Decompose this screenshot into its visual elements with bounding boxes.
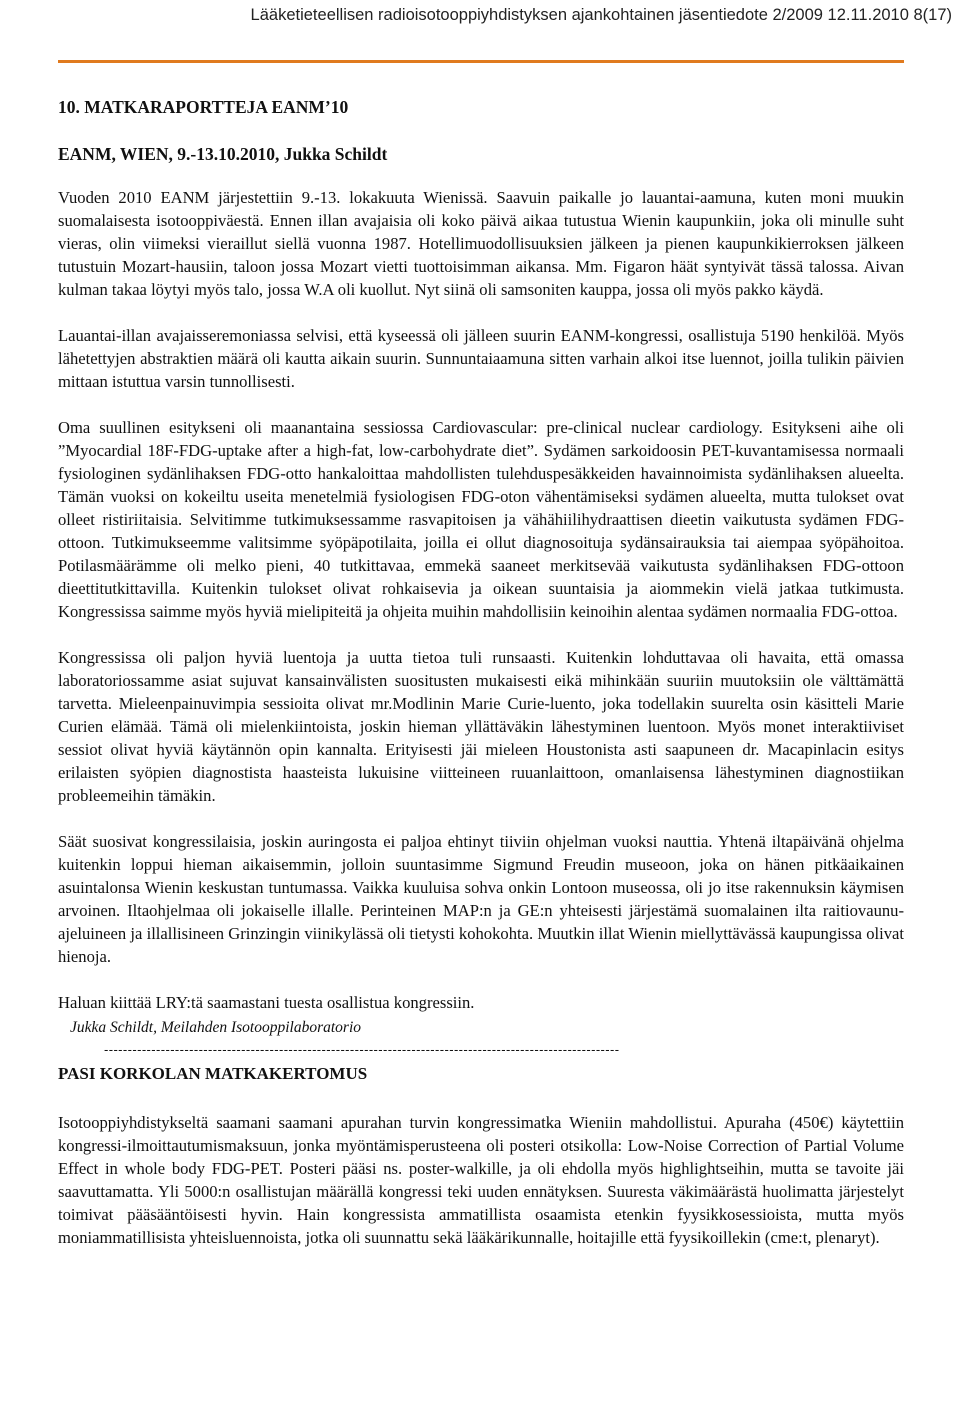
paragraph: Oma suullinen esitykseni oli maanantaina sessiossa Cardiovascular: pre-clinical nuclear cardiology. Esitykseni aihe oli ”Myocardial 18F-FDG-uptake after a high-fat, low-carbohydrate diet”. Sydämen sarkoidoosin PET-kuvantamisessa normaali fysiologinen sydänlihaksen FDG-otto hankaloittaa mahdollisten tulehduspesäkkeiden havainnoimista sydänlihaksen alueelta. Tämän vuoksi on kokeiltu useita menetelmiä fysiologisen FDG-oton vähentämiseksi sydämen alueelta, mutta tulokset ovat olleet ristiriitaisia. Selvitimme tutkimuksessamme rasvapitoisen ja vähähiilihydraattisen dieetin vaikutusta sydämen FDG-ottoon. Tutkimukseemme valitsimme syöpäpotilaita, joilla ei ollut diagnosoituja sydänsairauksia tai aiempaa syöpähoitoa. Potilasmäärämme oli melko pieni, 40 tutkittavaa, emmekä saaneet merkitsevää vaikutusta sydänlihaksen FDG-ottoon dieettitutkittavilla. Kuitenkin tulokset olivat rohkaisevia ja oikean suuntaisia ja aiommekin vielä jatkaa tutkimusta. Kongressissa saimme myös hyviä mielipiteitä ja ohjeita muihin mahdollisiin keinoihin alentaa sydämen normaalia FDG-ottoa.	[58, 418, 904, 621]
paragraph: Kongressissa oli paljon hyviä luentoja ja uutta tietoa tuli runsaasti. Kuitenkin lohduttavaa oli havaita, että omassa laboratoriossamme asiat sujuvat kansainvälisten suositusten mukaisesti eikä mihinkään suuriin muutoksiin ole välttämättä tarvetta. Mieleenpainuvimpia sessioita olivat mr.Modlinin Marie Curie-luento, joka todellakin suurelta osin käsitteli Marie Curien elämää. Tämä oli mielenkiintoista, joskin hieman yllättäväkin lähestyminen luentoon. Myös monet interaktiiviset sessiot olivat hyviä käytännön opin kannalta. Erityisesti jäi mieleen Houstonista asti saapuneen dr. Macapinlacin esitys erilaisten syöpien diagnostista haasteista lukuisine viitteineen ruuanlaittoon, omanlaisensa lähestyminen diagnostiikan probleemeihin tämäkin.	[58, 648, 904, 805]
dashed-divider: -------------------------------------------------------------------------------------------------------------	[104, 1042, 620, 1057]
document-body	[58, 96, 904, 1249]
article-heading: PASI KORKOLAN MATKAKERTOMUS	[58, 1064, 368, 1083]
article-subtitle: EANM, WIEN, 9.-13.10.2010, Jukka Schildt	[58, 144, 388, 164]
paragraph: Säät suosivat kongressilaisia, joskin auringosta ei paljoa ehtinyt tiiviin ohjelman vuoksi nauttia. Yhtenä iltapäivänä ohjelma kuitenkin loppui hieman aikaisemmin, jolloin suuntasimme Sigmund Freudin museoon, joka on hänen pitkäaikainen asuintalonsa Wienin keskustan tuntumassa. Vaikka kuuluisa sohva onkin Lontoon museossa, oli jo itse rakennuksin käymisen arvoinen. Iltaohjelmaa oli jokaiselle illalle. Perinteinen MAP:n ja GE:n yhteisesti järjestämä suomalainen ilta raitiovaunu-ajeluineen ja illallisineen Grinzingin viinikylässä oli tietysti kohokohta. Muutkin illat Wienin miellyttävässä kaupungissa olivat hienoja.	[58, 832, 904, 966]
paragraph: Isotooppiyhdistykseltä saamani saamani apurahan turvin kongressimatka Wieniin mahdollistui. Apuraha (450€) käytettiin kongressi-ilmoittautumismaksuun, jonka myöntämisperusteena oli posteri otsikolla: Low-Noise Correction of Partial Volume Effect in whole body FDG-PET. Posteri pääsi ns. poster-walkille, ja oli ehdolla myös highlightseihin, mutta se tavoite jäi saavuttamatta. Yli 5000:n osallistujan määrällä kongressi teki uuden ennätyksen. Suuresta väkimäärästä huolimatta järjestelyt toimivat pääsääntöisesti hyvin. Hain kongressista ammatillista osaamista etenkin fyysikkosessioista, mutta myös moniammatillisista yhteisluennoista, jotka oli suunnattu sekä lääkärikunnalle, hoitajille että fyysikoillekin (cme:t, plenaryt).	[58, 1113, 904, 1247]
paragraph: Vuoden 2010 EANM järjestettiin 9.-13. lokakuuta Wienissä. Saavuin paikalle jo lauantai-aamuna, kuten moni muukin suomalaisesta isotooppiväestä. Ennen illan avajaisia oli koko päivä aikaa tutustua Wienin kaupunkiin, joka oli minulle suht vieras, olin viimeksi vieraillut siellä vuonna 1987. Hotellimuodollisuuksien jälkeen ja pienen kaupunkikierroksen jälkeen tutustuin Mozart-hausiin, taloon jossa Mozart vietti tuottoisimman aikansa. Mm. Figaron häät syntyivät tässä talossa. Aivan kulman takaa löytyi myös talo, jossa W.A oli kuollut. Nyt siinä oli samsoniten kauppa, jossa oli myös pakko käydä.	[58, 188, 904, 299]
acknowledgement: Haluan kiittää LRY:tä saamastani tuesta osallistua kongressiin.	[58, 993, 475, 1012]
section-heading: 10. MATKARAPORTTEJA EANM’10	[58, 97, 349, 117]
header-rule	[58, 60, 904, 63]
author-signature: Jukka Schildt, Meilahden Isotooppilaboratorio	[70, 1019, 362, 1036]
running-title: Lääketieteellisen radioisotooppiyhdistyksen ajankohtainen jäsentiedote 2/2009 12.11.2010 8(17)	[250, 6, 952, 24]
paragraph: Lauantai-illan avajaisseremoniassa selvisi, että kyseessä oli jälleen suurin EANM-kongressi, osallistuja 5190 henkilöä. Myös lähetettyjen abstraktien määrä oli kautta aikain suurin. Sunnuntaiaamuna sitten varhain alkoi itse luennot, joilla tulikin päivien mittaan istuttua varsin tunnollisesti.	[58, 326, 904, 391]
page-header	[0, 0, 960, 56]
